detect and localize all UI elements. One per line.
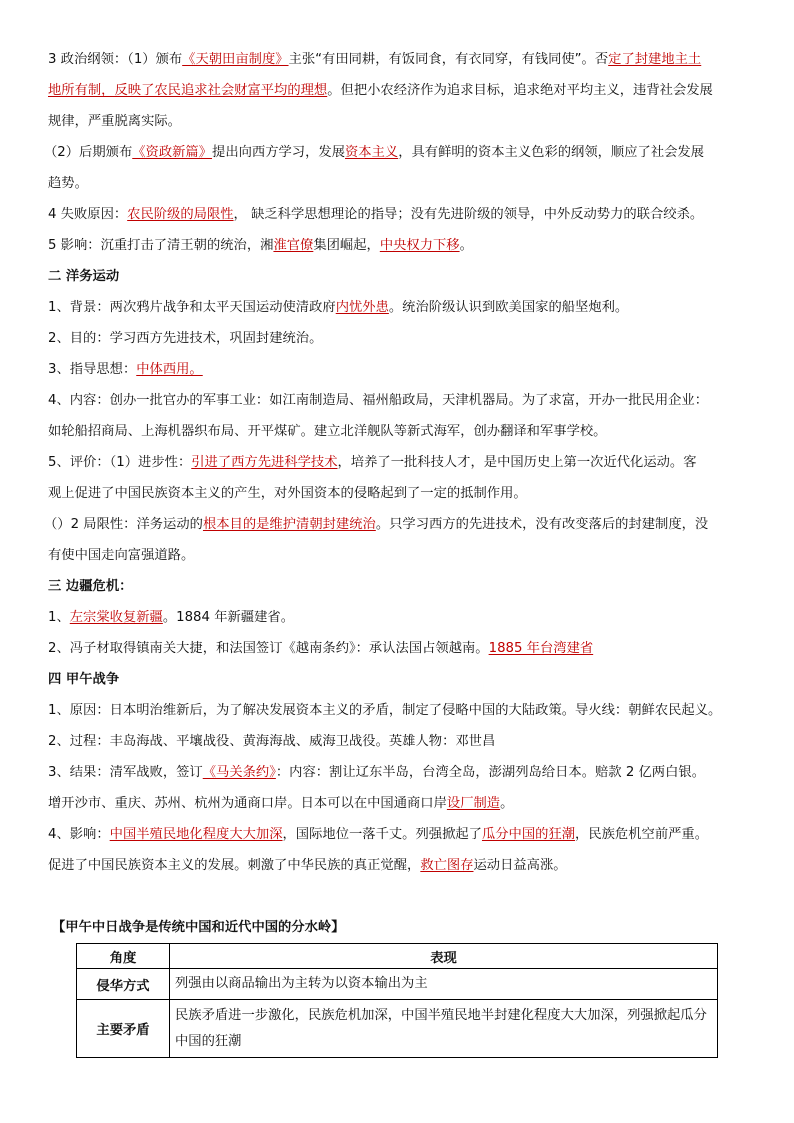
text-line: [48, 540, 748, 571]
text-segment: 3 政治纲领：（1）颁布: [48, 52, 183, 67]
text-segment: 规律，严重脱离实际。: [48, 114, 181, 129]
text-line: [48, 788, 748, 819]
text-segment: ，具有鲜明的资本主义色彩的纲领，顺应了社会发展: [398, 145, 705, 160]
text-segment: 2、冯子材取得镇南关大捷，和法国签订《越南条约》：承认法国占领越南。: [48, 641, 489, 656]
table-cell-value: 民族矛盾进一步激化，民族危机加深，中国半殖民地半封建化程度大大加深，列强掀起瓜分中国的狂潮: [170, 1000, 718, 1058]
table-cell-key: 主要矛盾: [77, 1000, 170, 1058]
text-line: [48, 726, 748, 757]
highlighted-term: 内忧外患: [335, 300, 389, 315]
highlighted-term: 瓜分中国的狂潮: [481, 827, 576, 842]
text-line: [48, 168, 748, 199]
text-segment: 。: [459, 238, 473, 253]
highlighted-term: 中央权力下移: [379, 238, 460, 253]
text-segment: 四 甲午战争: [48, 672, 120, 687]
text-segment: （2）后期颁布: [44, 145, 133, 160]
highlighted-term: 引进了西方先进科学技术: [191, 455, 338, 470]
highlighted-term: 设厂制造: [446, 796, 501, 811]
table-caption: 【甲午中日战争是传统中国和近代中国的分水岭】: [52, 920, 345, 935]
text-line: [48, 478, 748, 509]
table-header-angle: 角度: [77, 944, 170, 969]
text-segment: 。只学习西方的先进技术，没有改变落后的封建制度，没: [375, 517, 709, 532]
text-segment: 。1884 年新疆建省。: [162, 610, 294, 625]
highlighted-term: 淮官僚: [273, 238, 314, 253]
text-segment: 增开沙市、重庆、苏州、杭州为通商口岸。日本可以在中国通商口岸: [48, 796, 447, 811]
text-segment: ， 缺乏科学思想理论的指导；没有先进阶级的领导，中外反动势力的联合绞杀。: [233, 207, 704, 222]
text-segment: 4、影响：: [48, 827, 110, 842]
text-segment: 促进了中国民族资本主义的发展。刺激了中华民族的真正觉醒，: [48, 858, 421, 873]
text-line: [48, 447, 748, 478]
text-segment: ，培养了一批科技人才，是中国历史上第一次近代化运动。客: [337, 455, 697, 470]
table-header-row: [77, 944, 718, 969]
highlighted-term: 资本主义: [345, 145, 399, 160]
section-heading: [48, 571, 748, 602]
table-header-performance: 表现: [170, 944, 718, 969]
text-segment: 3、结果：清军战败，签订: [48, 765, 203, 780]
text-segment: 3、指导思想：: [48, 362, 137, 377]
text-line: [48, 757, 748, 788]
text-segment: 1、背景：两次鸦片战争和太平天国运动使清政府: [48, 300, 336, 315]
text-line: [48, 850, 748, 881]
text-segment: ，民族危机空前严重。: [575, 827, 709, 842]
text-line: [48, 354, 748, 385]
text-line: [48, 695, 748, 726]
highlighted-term: 农民阶级的局限性: [127, 207, 234, 222]
text-segment: 1、: [48, 610, 70, 625]
highlighted-term: 中体西用。: [136, 362, 203, 377]
text-line: [48, 230, 748, 261]
text-line: [44, 137, 744, 168]
highlighted-term: 《天朝田亩制度》: [182, 52, 289, 67]
highlighted-term: 中国半殖民地化程度大大加深: [109, 827, 283, 842]
text-segment: 4 失败原因：: [48, 207, 128, 222]
text-line: [48, 44, 748, 75]
text-line: [48, 633, 748, 664]
text-segment: 4、内容：创办一批官办的军事工业：如江南制造局、福州船政局，天津机器局。为了求富，开办一批民用企业：: [48, 393, 709, 408]
text-segment: 。统治阶级认识到欧美国家的船坚炮利。: [388, 300, 629, 315]
text-segment: 主张“有田同耕，有饭同食，有衣同穿，有钱同使”。否: [288, 52, 609, 67]
text-line: [48, 416, 748, 447]
table-row: [77, 969, 718, 1000]
highlighted-term: 地所有制，反映了农民追求社会财富平均的理想: [48, 83, 328, 98]
text-line: [48, 106, 748, 137]
text-line: [48, 385, 748, 416]
text-segment: （）2 局限性：洋务运动的: [44, 517, 203, 532]
text-segment: 二 洋务运动: [48, 269, 120, 284]
text-segment: ，国际地位一落千丈。列强掀起了: [282, 827, 482, 842]
text-segment: 5 影响：沉重打击了清王朝的统治，湘: [48, 238, 274, 253]
text-line: [48, 323, 748, 354]
highlighted-term: 定了封建地主土: [608, 52, 702, 67]
highlighted-term: 《马关条约》: [202, 765, 276, 780]
text-segment: 2、过程：丰岛海战、平壤战役、黄海海战、威海卫战役。英雄人物：邓世昌: [48, 734, 496, 749]
text-segment: 5、评价：（1）进步性：: [48, 455, 192, 470]
comparison-table: [76, 943, 718, 1058]
text-line: [48, 292, 748, 323]
text-line: [48, 75, 748, 106]
text-line: [48, 199, 748, 230]
highlighted-term: 《资政新篇》: [132, 145, 213, 160]
table-cell-value: 列强由以商品输出为主转为以资本输出为主: [170, 969, 718, 1000]
section-heading: [48, 261, 748, 292]
text-segment: 有使中国走向富强道路。: [48, 548, 195, 563]
text-segment: ：内容：割让辽东半岛，台湾全岛，澎湖列岛给日本。赔款 2 亿两白银。: [275, 765, 705, 780]
text-segment: 运动日益高涨。: [473, 858, 567, 873]
text-line: [48, 602, 748, 633]
highlighted-term: 1885 年台湾建省: [488, 641, 594, 656]
text-line: [44, 509, 744, 540]
highlighted-term: 救亡图存: [420, 858, 474, 873]
highlighted-term: 左宗棠收复新疆: [69, 610, 163, 625]
table-cell-key: 侵华方式: [77, 969, 170, 1000]
text-segment: 1、原因：日本明治维新后，为了解决发展资本主义的矛盾，制定了侵略中国的大陆政策。导火线：朝鲜农民起义。: [48, 703, 722, 718]
table-row: [77, 1000, 718, 1058]
text-segment: 三 边疆危机：: [48, 579, 133, 594]
text-segment: 。: [500, 796, 514, 811]
text-line: [48, 819, 748, 850]
text-segment: 。但把小农经济作为追求目标，追求绝对平均主义，违背社会发展: [327, 83, 713, 98]
highlighted-term: 根本目的是维护清朝封建统治: [202, 517, 376, 532]
text-segment: 集团崛起，: [313, 238, 380, 253]
text-segment: 观上促进了中国民族资本主义的产生，对外国资本的侵略起到了一定的抵制作用。: [48, 486, 527, 501]
text-segment: 提出向西方学习，发展: [212, 145, 345, 160]
text-segment: 如轮船招商局、上海机器织布局、开平煤矿。建立北洋舰队等新式海军，创办翻译和军事学校。: [48, 424, 607, 439]
text-segment: 趋势。: [48, 176, 88, 191]
section-heading: [48, 664, 748, 695]
text-segment: 2、目的：学习西方先进技术，巩固封建统治。: [48, 331, 323, 346]
